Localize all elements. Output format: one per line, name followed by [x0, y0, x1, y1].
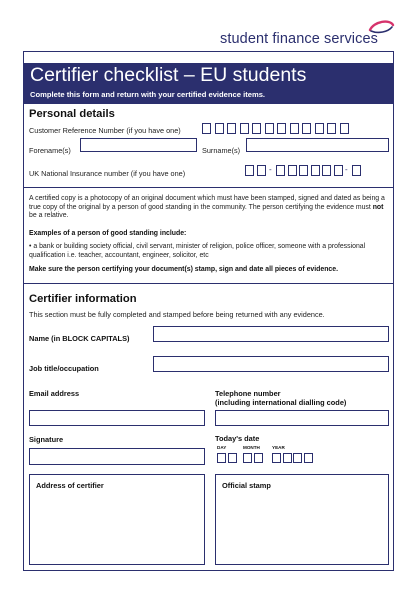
certifier-info-heading: Certifier information	[29, 293, 137, 305]
make-sure-note: Make sure the person certifying your document(s) stamp, sign and date all pieces of evidence.	[29, 266, 339, 273]
examples-list-item: • a bank or building society official, civil servant, minister of religion, police officer, someone with a professional qualification i.e. teacher, accountant, engineer, solicitor, etc	[29, 243, 366, 259]
signature-label: Signature	[29, 435, 64, 444]
title-bar	[24, 63, 393, 104]
form-title: Certifier checklist – EU students	[30, 64, 307, 86]
signature-field[interactable]	[29, 448, 205, 465]
forename-label: Forename(s)	[29, 146, 71, 155]
nin-label: UK National Insurance number (if you have one)	[29, 169, 186, 178]
month-label: MONTH	[243, 445, 260, 450]
brand-logo-icon	[366, 17, 396, 37]
day-label: DAY	[217, 445, 227, 450]
brand-name: student finance services	[220, 31, 378, 47]
address-field[interactable]	[29, 474, 205, 565]
email-label: Email address	[29, 389, 80, 398]
surname-field[interactable]	[246, 138, 389, 152]
job-title-label: Job title/occupation	[29, 364, 99, 373]
surname-label: Surname(s)	[202, 146, 241, 155]
name-field[interactable]	[153, 326, 389, 342]
date-label: Today's date	[215, 434, 260, 443]
divider	[24, 283, 393, 284]
date-input[interactable]	[217, 453, 321, 464]
crn-input[interactable]	[202, 123, 352, 135]
job-title-field[interactable]	[153, 356, 389, 372]
year-label: YEAR	[272, 445, 285, 450]
stamp-label: Official stamp	[222, 481, 271, 490]
name-label: Name (in BLOCK CAPITALS)	[29, 334, 130, 343]
divider	[24, 187, 393, 188]
official-stamp-area[interactable]	[215, 474, 389, 565]
crn-label: Customer Reference Number (if you have one)	[29, 126, 181, 135]
examples-heading: Examples of a person of good standing include:	[29, 230, 187, 237]
email-field[interactable]	[29, 410, 205, 426]
nin-input[interactable]: - -	[245, 165, 375, 177]
telephone-label: Telephone number	[215, 389, 281, 398]
address-label: Address of certifier	[36, 481, 104, 490]
telephone-field[interactable]	[215, 410, 389, 426]
forename-field[interactable]	[80, 138, 197, 152]
personal-details-heading: Personal details	[29, 108, 115, 120]
certified-copy-explanation: A certified copy is a photocopy of an original document which must have been stamped, signed and dated as being a true copy of the original by a person of good standing in the community. The person certifying the evidence must not be a relative.	[29, 195, 385, 220]
certifier-note: This section must be fully completed and stamped before being returned with any evidence.	[29, 310, 325, 319]
telephone-label-detail: (including international dialling code)	[215, 398, 347, 407]
form-subtitle: Complete this form and return with your certified evidence items.	[30, 90, 266, 99]
